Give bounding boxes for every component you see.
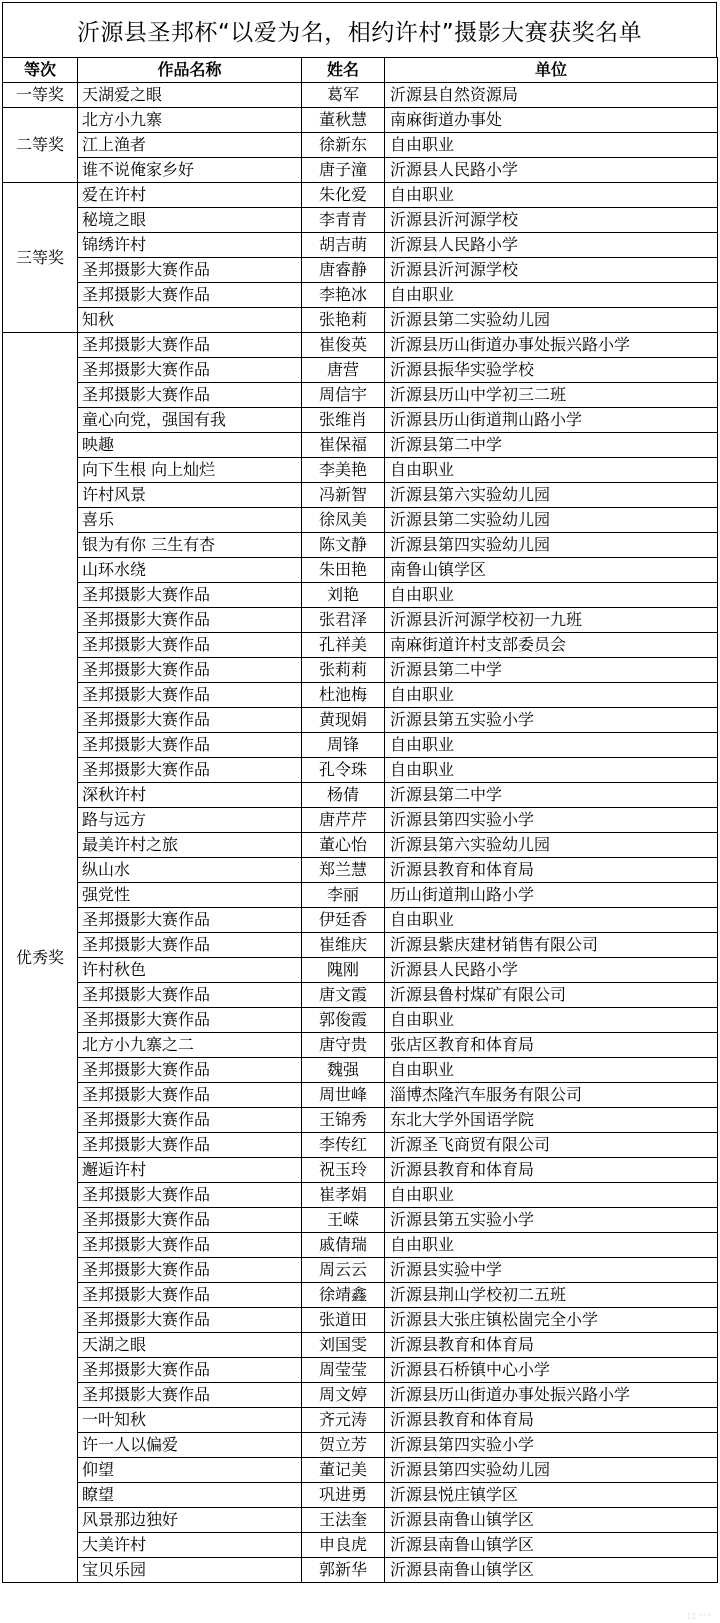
work-title-cell: 圣邦摄影大赛作品 — [78, 1208, 302, 1233]
table-row — [3, 683, 718, 708]
table-row — [3, 158, 718, 183]
work-title-cell: 邂逅许村 — [78, 1158, 302, 1183]
winner-name-cell: 申良虎 — [302, 1533, 385, 1558]
unit-cell: 沂源县南鲁山镇学区 — [385, 1508, 718, 1533]
winner-name-cell: 周云云 — [302, 1258, 385, 1283]
table-row — [3, 358, 718, 383]
work-title-cell: 强党性 — [78, 883, 302, 908]
winner-name-cell: 张艳莉 — [302, 308, 385, 333]
winner-name-cell: 朱化爱 — [302, 183, 385, 208]
work-title-cell: 江上渔者 — [78, 133, 302, 158]
winner-name-cell: 杨倩 — [302, 783, 385, 808]
table-row — [3, 983, 718, 1008]
table-row — [3, 433, 718, 458]
award-level-cell: 二等奖 — [3, 108, 78, 183]
unit-cell: 自由职业 — [385, 183, 718, 208]
winner-name-cell: 李艳冰 — [302, 283, 385, 308]
winner-name-cell: 徐新东 — [302, 133, 385, 158]
unit-cell: 沂源县振华实验学校 — [385, 358, 718, 383]
winner-name-cell: 刘国雯 — [302, 1333, 385, 1358]
unit-cell: 沂源县第二实验幼儿园 — [385, 308, 718, 333]
work-title-cell: 圣邦摄影大赛作品 — [78, 908, 302, 933]
unit-cell: 沂源县第五实验小学 — [385, 1208, 718, 1233]
unit-cell: 自由职业 — [385, 683, 718, 708]
winner-name-cell: 陈文静 — [302, 533, 385, 558]
work-title-cell: 圣邦摄影大赛作品 — [78, 758, 302, 783]
work-title-cell: 深秋许村 — [78, 783, 302, 808]
unit-cell: 沂源县自然资源局 — [385, 83, 718, 108]
table-row — [3, 1358, 718, 1383]
table-row — [3, 1233, 718, 1258]
document-title: 沂源县圣邦杯“以爱为名，相约许村”摄影大赛获奖名单 — [2, 2, 717, 57]
header-work-title: 作品名称 — [78, 58, 302, 83]
table-row — [3, 1483, 718, 1508]
winner-name-cell: 周世峰 — [302, 1083, 385, 1108]
award-list-sheet — [2, 2, 717, 1583]
winner-name-cell: 冯新智 — [302, 483, 385, 508]
unit-cell: 自由职业 — [385, 908, 718, 933]
work-title-cell: 圣邦摄影大赛作品 — [78, 358, 302, 383]
table-row — [3, 1258, 718, 1283]
winner-name-cell: 贺立芳 — [302, 1433, 385, 1458]
table-row — [3, 1308, 718, 1333]
work-title-cell: 圣邦摄影大赛作品 — [78, 1308, 302, 1333]
work-title-cell: 圣邦摄影大赛作品 — [78, 383, 302, 408]
winner-name-cell: 周信宇 — [302, 383, 385, 408]
winner-name-cell: 唐文霞 — [302, 983, 385, 1008]
table-row — [3, 1183, 718, 1208]
work-title-cell: 圣邦摄影大赛作品 — [78, 1383, 302, 1408]
winner-name-cell: 董记美 — [302, 1458, 385, 1483]
work-title-cell: 圣邦摄影大赛作品 — [78, 1133, 302, 1158]
winner-name-cell: 张莉莉 — [302, 658, 385, 683]
winner-name-cell: 董秋慧 — [302, 108, 385, 133]
work-title-cell: 圣邦摄影大赛作品 — [78, 733, 302, 758]
unit-cell: 沂源县第四实验小学 — [385, 1433, 718, 1458]
table-row — [3, 583, 718, 608]
table-row — [3, 558, 718, 583]
table-row — [3, 858, 718, 883]
work-title-cell: 最美许村之旅 — [78, 833, 302, 858]
table-row — [3, 1008, 718, 1033]
table-row — [3, 408, 718, 433]
unit-cell: 沂源县教育和体育局 — [385, 1158, 718, 1183]
work-title-cell: 路与远方 — [78, 808, 302, 833]
work-title-cell: 知秋 — [78, 308, 302, 333]
work-title-cell: 仰望 — [78, 1458, 302, 1483]
winner-name-cell: 黄现娟 — [302, 708, 385, 733]
winner-name-cell: 唐营 — [302, 358, 385, 383]
work-title-cell: 瞭望 — [78, 1483, 302, 1508]
table-row — [3, 1208, 718, 1233]
work-title-cell: 圣邦摄影大赛作品 — [78, 608, 302, 633]
work-title-cell: 圣邦摄影大赛作品 — [78, 658, 302, 683]
unit-cell: 沂源县南鲁山镇学区 — [385, 1558, 718, 1583]
table-row — [3, 308, 718, 333]
winner-name-cell: 张维肖 — [302, 408, 385, 433]
work-title-cell: 圣邦摄影大赛作品 — [78, 1258, 302, 1283]
winner-name-cell: 唐子潼 — [302, 158, 385, 183]
work-title-cell: 天湖爱之眼 — [78, 83, 302, 108]
winner-name-cell: 杜池梅 — [302, 683, 385, 708]
unit-cell: 南鲁山镇学区 — [385, 558, 718, 583]
unit-cell: 沂源县荆山学校初二五班 — [385, 1283, 718, 1308]
table-row — [3, 733, 718, 758]
winner-name-cell: 祝玉玲 — [302, 1158, 385, 1183]
table-row — [3, 1558, 718, 1583]
table-row — [3, 633, 718, 658]
table-row — [3, 833, 718, 858]
work-title-cell: 圣邦摄影大赛作品 — [78, 1183, 302, 1208]
winner-name-cell: 李丽 — [302, 883, 385, 908]
winner-name-cell: 戚倩瑞 — [302, 1233, 385, 1258]
winner-name-cell: 崔俊英 — [302, 333, 385, 358]
unit-cell: 沂源县人民路小学 — [385, 158, 718, 183]
table-row — [3, 208, 718, 233]
winner-name-cell: 李传红 — [302, 1133, 385, 1158]
table-row — [3, 458, 718, 483]
winner-name-cell: 崔维庆 — [302, 933, 385, 958]
unit-cell: 沂源县第四实验小学 — [385, 808, 718, 833]
winner-name-cell: 张道田 — [302, 1308, 385, 1333]
table-row — [3, 1133, 718, 1158]
work-title-cell: 童心向党，强国有我 — [78, 408, 302, 433]
winner-name-cell: 崔孝娟 — [302, 1183, 385, 1208]
table-row — [3, 608, 718, 633]
unit-cell: 沂源县第五实验小学 — [385, 708, 718, 733]
winner-name-cell: 周莹莹 — [302, 1358, 385, 1383]
header-level: 等次 — [3, 58, 78, 83]
winner-name-cell: 刘艳 — [302, 583, 385, 608]
work-title-cell: 圣邦摄影大赛作品 — [78, 1083, 302, 1108]
winner-name-cell: 胡吉萌 — [302, 233, 385, 258]
table-row — [3, 783, 718, 808]
winner-name-cell: 朱田艳 — [302, 558, 385, 583]
unit-cell: 沂源县教育和体育局 — [385, 858, 718, 883]
unit-cell: 沂源县第二实验幼儿园 — [385, 508, 718, 533]
table-row — [3, 1458, 718, 1483]
unit-cell: 沂源县沂河源学校 — [385, 208, 718, 233]
table-row — [3, 108, 718, 133]
unit-cell: 沂源县紫庆建材销售有限公司 — [385, 933, 718, 958]
work-title-cell: 圣邦摄影大赛作品 — [78, 583, 302, 608]
unit-cell: 沂源县第六实验幼儿园 — [385, 483, 718, 508]
winner-name-cell: 魏强 — [302, 1058, 385, 1083]
work-title-cell: 北方小九寨 — [78, 108, 302, 133]
table-row — [3, 1533, 718, 1558]
table-row — [3, 283, 718, 308]
work-title-cell: 谁不说俺家乡好 — [78, 158, 302, 183]
winner-name-cell: 郭俊霞 — [302, 1008, 385, 1033]
work-title-cell: 许村秋色 — [78, 958, 302, 983]
work-title-cell: 圣邦摄影大赛作品 — [78, 1283, 302, 1308]
unit-cell: 自由职业 — [385, 758, 718, 783]
winner-name-cell: 唐守贵 — [302, 1033, 385, 1058]
unit-cell: 沂源县大张庄镇松崮完全小学 — [385, 1308, 718, 1333]
winner-name-cell: 董心怡 — [302, 833, 385, 858]
unit-cell: 沂源县鲁村煤矿有限公司 — [385, 983, 718, 1008]
winner-name-cell: 郭新华 — [302, 1558, 385, 1583]
table-row — [3, 908, 718, 933]
work-title-cell: 山环水绕 — [78, 558, 302, 583]
unit-cell: 沂源县第二中学 — [385, 783, 718, 808]
work-title-cell: 一叶知秋 — [78, 1408, 302, 1433]
work-title-cell: 圣邦摄影大赛作品 — [78, 708, 302, 733]
table-row — [3, 1108, 718, 1133]
work-title-cell: 圣邦摄影大赛作品 — [78, 283, 302, 308]
award-level-cell: 三等奖 — [3, 183, 78, 333]
unit-cell: 沂源县第四实验幼儿园 — [385, 533, 718, 558]
unit-cell: 沂源县第六实验幼儿园 — [385, 833, 718, 858]
unit-cell: 自由职业 — [385, 1233, 718, 1258]
unit-cell: 沂源县石桥镇中心小学 — [385, 1358, 718, 1383]
winner-name-cell: 王法奎 — [302, 1508, 385, 1533]
unit-cell: 沂源县第二中学 — [385, 658, 718, 683]
unit-cell: 自由职业 — [385, 133, 718, 158]
table-row — [3, 333, 718, 358]
work-title-cell: 秘境之眼 — [78, 208, 302, 233]
work-title-cell: 纵山水 — [78, 858, 302, 883]
unit-cell: 沂源县实验中学 — [385, 1258, 718, 1283]
winner-name-cell: 葛军 — [302, 83, 385, 108]
unit-cell: 自由职业 — [385, 283, 718, 308]
table-row — [3, 1158, 718, 1183]
table-row — [3, 508, 718, 533]
work-title-cell: 银为有你 三生有杏 — [78, 533, 302, 558]
table-row — [3, 533, 718, 558]
award-level-cell: 一等奖 — [3, 83, 78, 108]
work-title-cell: 大美许村 — [78, 1533, 302, 1558]
table-row — [3, 1058, 718, 1083]
winner-name-cell: 王嵘 — [302, 1208, 385, 1233]
winner-name-cell: 巩进勇 — [302, 1483, 385, 1508]
unit-cell: 沂源县历山街道办事处振兴路小学 — [385, 1383, 718, 1408]
table-row — [3, 133, 718, 158]
unit-cell: 自由职业 — [385, 1183, 718, 1208]
header-row — [3, 58, 718, 83]
work-title-cell: 圣邦摄影大赛作品 — [78, 1008, 302, 1033]
table-row — [3, 1433, 718, 1458]
work-title-cell: 圣邦摄影大赛作品 — [78, 1058, 302, 1083]
unit-cell: 沂源圣飞商贸有限公司 — [385, 1133, 718, 1158]
work-title-cell: 锦绣许村 — [78, 233, 302, 258]
unit-cell: 沂源县第四实验幼儿园 — [385, 1458, 718, 1483]
unit-cell: 沂源县沂河源学校 — [385, 258, 718, 283]
unit-cell: 淄博杰隆汽车服务有限公司 — [385, 1083, 718, 1108]
unit-cell: 沂源县第二中学 — [385, 433, 718, 458]
unit-cell: 沂源县南鲁山镇学区 — [385, 1533, 718, 1558]
unit-cell: 自由职业 — [385, 583, 718, 608]
unit-cell: 沂源县历山街道办事处振兴路小学 — [385, 333, 718, 358]
work-title-cell: 圣邦摄影大赛作品 — [78, 983, 302, 1008]
work-title-cell: 圣邦摄影大赛作品 — [78, 633, 302, 658]
unit-cell: 南麻街道许村支部委员会 — [385, 633, 718, 658]
work-title-cell: 风景那边独好 — [78, 1508, 302, 1533]
winner-name-cell: 崔保福 — [302, 433, 385, 458]
table-row — [3, 883, 718, 908]
unit-cell: 自由职业 — [385, 1058, 718, 1083]
work-title-cell: 圣邦摄影大赛作品 — [78, 1358, 302, 1383]
winner-name-cell: 李美艳 — [302, 458, 385, 483]
work-title-cell: 圣邦摄影大赛作品 — [78, 933, 302, 958]
work-title-cell: 映趣 — [78, 433, 302, 458]
table-row — [3, 1083, 718, 1108]
winner-name-cell: 王锦秀 — [302, 1108, 385, 1133]
winner-name-cell: 徐凤美 — [302, 508, 385, 533]
winner-name-cell: 齐元涛 — [302, 1408, 385, 1433]
unit-cell: 东北大学外国语学院 — [385, 1108, 718, 1133]
unit-cell: 沂源县悦庄镇学区 — [385, 1483, 718, 1508]
table-row — [3, 483, 718, 508]
table-row — [3, 658, 718, 683]
unit-cell: 沂源县教育和体育局 — [385, 1408, 718, 1433]
winner-name-cell: 李青青 — [302, 208, 385, 233]
winner-name-cell: 周文婷 — [302, 1383, 385, 1408]
winner-name-cell: 唐睿静 — [302, 258, 385, 283]
work-title-cell: 许一人以偏爱 — [78, 1433, 302, 1458]
work-title-cell: 圣邦摄影大赛作品 — [78, 333, 302, 358]
work-title-cell: 喜乐 — [78, 508, 302, 533]
table-row — [3, 1033, 718, 1058]
winner-name-cell: 隗刚 — [302, 958, 385, 983]
unit-cell: 沂源县历山街道荆山路小学 — [385, 408, 718, 433]
unit-cell: 自由职业 — [385, 458, 718, 483]
table-row — [3, 1408, 718, 1433]
table-row — [3, 933, 718, 958]
work-title-cell: 爱在许村 — [78, 183, 302, 208]
unit-cell: 自由职业 — [385, 733, 718, 758]
work-title-cell: 天湖之眼 — [78, 1333, 302, 1358]
work-title-cell: 圣邦摄影大赛作品 — [78, 258, 302, 283]
work-title-cell: 圣邦摄影大赛作品 — [78, 683, 302, 708]
unit-cell: 沂源县人民路小学 — [385, 233, 718, 258]
work-title-cell: 向下生根 向上灿烂 — [78, 458, 302, 483]
winner-name-cell: 伊廷香 — [302, 908, 385, 933]
work-title-cell: 北方小九寨之二 — [78, 1033, 302, 1058]
award-table — [2, 57, 718, 1583]
watermark: ⬚ ◦◦◦ — [687, 1611, 712, 1620]
winner-name-cell: 孔令珠 — [302, 758, 385, 783]
table-row — [3, 383, 718, 408]
table-row — [3, 808, 718, 833]
unit-cell: 沂源县人民路小学 — [385, 958, 718, 983]
table-row — [3, 258, 718, 283]
table-row — [3, 958, 718, 983]
table-row — [3, 1283, 718, 1308]
table-row — [3, 1333, 718, 1358]
table-row — [3, 233, 718, 258]
table-row — [3, 708, 718, 733]
unit-cell: 沂源县历山中学初三二班 — [385, 383, 718, 408]
winner-name-cell: 唐芹芹 — [302, 808, 385, 833]
work-title-cell: 圣邦摄影大赛作品 — [78, 1233, 302, 1258]
table-row — [3, 1508, 718, 1533]
header-unit: 单位 — [385, 58, 718, 83]
unit-cell: 沂源县教育和体育局 — [385, 1333, 718, 1358]
winner-name-cell: 郑兰慧 — [302, 858, 385, 883]
winner-name-cell: 张君泽 — [302, 608, 385, 633]
header-name: 姓名 — [302, 58, 385, 83]
work-title-cell: 圣邦摄影大赛作品 — [78, 1108, 302, 1133]
winner-name-cell: 周锋 — [302, 733, 385, 758]
unit-cell: 自由职业 — [385, 1008, 718, 1033]
unit-cell: 南麻街道办事处 — [385, 108, 718, 133]
winner-name-cell: 孔祥美 — [302, 633, 385, 658]
table-row — [3, 1383, 718, 1408]
table-row — [3, 183, 718, 208]
winner-name-cell: 徐靖鑫 — [302, 1283, 385, 1308]
unit-cell: 张店区教育和体育局 — [385, 1033, 718, 1058]
table-row — [3, 83, 718, 108]
table-row — [3, 758, 718, 783]
unit-cell: 沂源县沂河源学校初一九班 — [385, 608, 718, 633]
work-title-cell: 宝贝乐园 — [78, 1558, 302, 1583]
unit-cell: 历山街道荆山路小学 — [385, 883, 718, 908]
work-title-cell: 许村风景 — [78, 483, 302, 508]
award-level-cell: 优秀奖 — [3, 333, 78, 1583]
